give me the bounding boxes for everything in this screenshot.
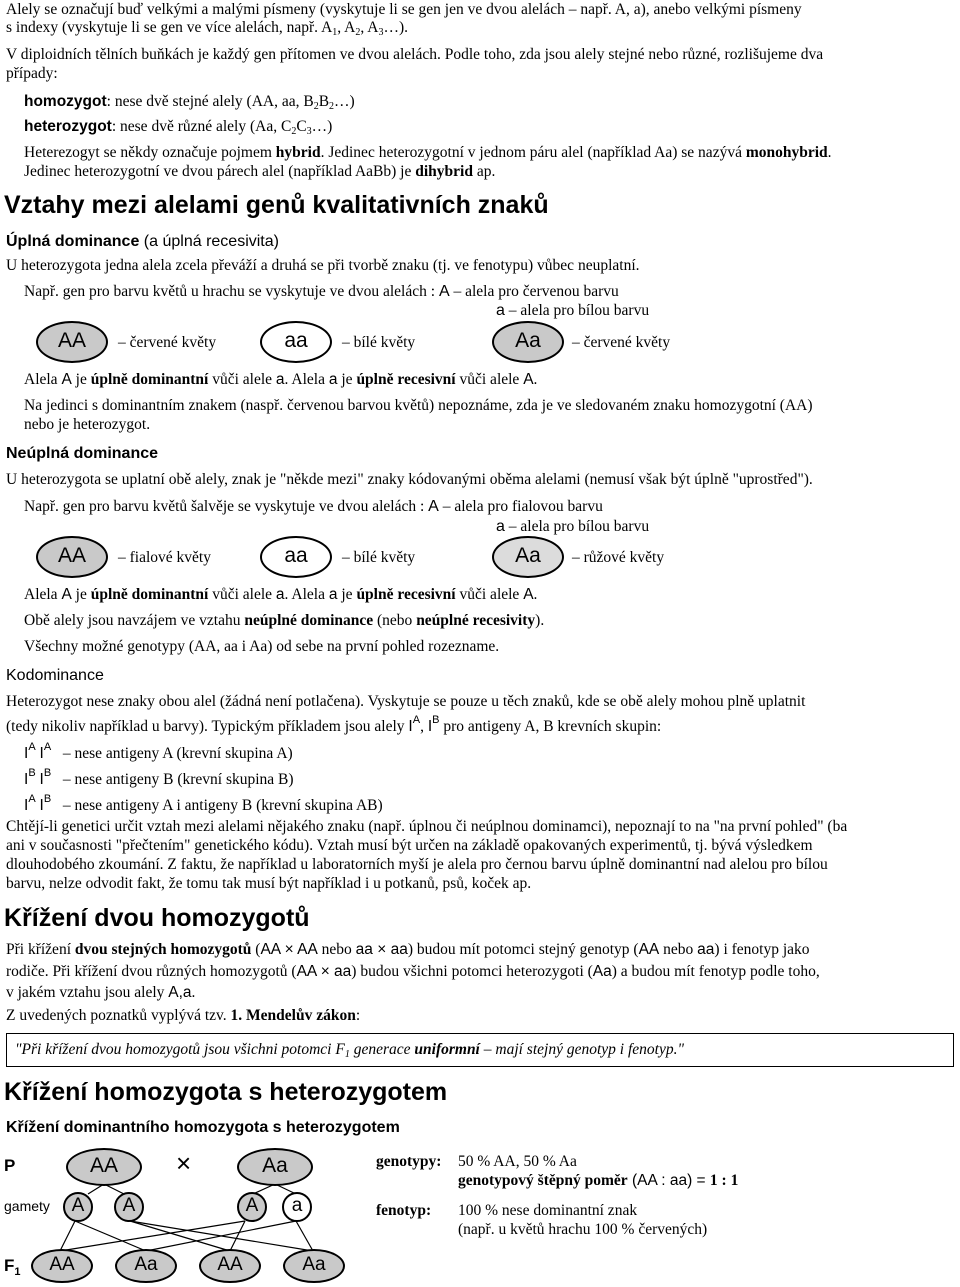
full-dominance-title: Úplná dominance (a úplná recesivita) bbox=[6, 233, 279, 250]
parent-oval-AA: AA bbox=[66, 1148, 142, 1186]
full-dominance-note-2: nebo je heterozygot. bbox=[24, 416, 151, 433]
genotypy-label: genotypy: bbox=[376, 1153, 442, 1170]
codominance-desc-2: (tedy nikoliv například u barvy). Typickým příkladem jsou alely $I^A$, $I^B$ pro antigeny A, B krevních skupin: bbox=[6, 714, 662, 735]
homozygot-definition: homozygot: nese dvě stejné alely (AA, aa, $B_2B_2\dots$) bbox=[24, 93, 355, 112]
hybrid-line: Heterezogyt se někdy označuje pojmem hybrid. Jedinec heterozygotní v jednom páru alel (například Aa) se nazývá monohybrid. bbox=[24, 144, 832, 161]
partial-all-genotypes: Všechny možné genotypy (AA, aa i Aa) od sebe na první pohled rozezname. bbox=[24, 638, 500, 655]
partial-both-alleles: Obě alely jsou navzájem ve vztahu neúplné dominance (nebo neúplné recesivity). bbox=[24, 612, 545, 629]
fenotyp-label: fenotyp: bbox=[376, 1202, 432, 1219]
codominance-title: Kodominance bbox=[6, 667, 104, 684]
row-label-gamety: gamety bbox=[4, 1198, 50, 1214]
genotype-oval-aa: aa bbox=[260, 321, 332, 363]
fenotyp-value-2: (např. u květů hrachu 100 % červených) bbox=[458, 1221, 708, 1238]
section-title-homo-hetero-cross: Křížení homozygota s heterozygotem bbox=[4, 1078, 448, 1106]
paragraph-line-3: dlouhodobého zkoumání. Z faktu, že například u laboratorních myší je alela pro černou barvu úplně dominantní nad alelou pro bílou bbox=[6, 856, 828, 873]
genotypy-value: 50 % AA, 50 % Aa bbox=[458, 1153, 577, 1170]
paragraph-line-1: Chtějí-li genetici určit vztah mezi alelami nějakého znaku (např. úplnou či neúplnou dominamci), nepoznají to na "na první pohled" (ba bbox=[6, 818, 848, 835]
full-dominance-example: Např. gen pro barvu květů u hrachu se vyskytuje ve dvou alelách : A – alela pro červenou barvu bbox=[24, 283, 619, 300]
split-ratio: genotypový štěpný poměr (AA : aa) = 1 : 1 bbox=[458, 1172, 739, 1189]
homozygote-line-1: Při křížení dvou stejných homozygotů (AA × AA nebo aa × aa) budou mít potomci stejný genotyp (AA nebo aa) i fenotyp jako bbox=[6, 941, 810, 958]
heterozygot-definition: heterozygot: nese dvě různé alely (Aa, $C_2C_3\dots$) bbox=[24, 118, 333, 137]
genotype-oval-AA: AA bbox=[36, 321, 108, 363]
dominant-homozygote-subtitle: Křížení dominantního homozygota s heterozygotem bbox=[6, 1119, 400, 1136]
parent-oval-Aa: Aa bbox=[237, 1148, 313, 1186]
section-title-homozygote-cross: Křížení dvou homozygotů bbox=[4, 904, 310, 932]
offspring-oval-Aa-2: Aa bbox=[283, 1249, 345, 1283]
full-dominance-example-recessive: a – alela pro bílou barvu bbox=[496, 302, 650, 319]
paragraph-line-2: ani v současnosti "přečtením" genetického kódu). Vztah musí být určen na základě opakovaných experimentů, tj. bývá výsledkem bbox=[6, 837, 813, 854]
partial-dominance-title: Neúplná dominance bbox=[6, 445, 159, 462]
codominance-desc-1: Heterozygot nese znaky obou alel (žádná není potlačena). Vyskytuje se pouze u těch znaků, kde se obě alely mohou plně uplatnit bbox=[6, 693, 806, 710]
homozygote-line-3: v jakém vztahu jsou alely A,a. bbox=[6, 984, 196, 1001]
row-label-F1: $F_1$ bbox=[4, 1256, 21, 1278]
full-dominance-note-1: Na jedinci s dominantním znakem (naspř. červenou barvou květů) nepoznáme, zda je ve sledovaném znaku homozygotní (AA) bbox=[24, 397, 813, 414]
partial-dominance-example-recessive: a – alela pro bílou barvu bbox=[496, 518, 650, 535]
full-dominance-relation: Alela A je úplně dominantní vůči alele a. Alela a je úplně recesivní vůči alele A. bbox=[24, 371, 538, 388]
offspring-oval-AA-2: AA bbox=[199, 1249, 261, 1283]
intro-line-3: V diploidních tělních buňkách je každý gen přítomen ve dvou alelách. Podle toho, zda jsou alely stejné nebo různé, rozlišujeme dva bbox=[6, 46, 824, 63]
homozygote-line-4: Z uvedených poznatků vyplývá tzv. 1. Mendelův zákon: bbox=[6, 1007, 361, 1024]
blood-group-row-AB: $I^A$ $I^B$ – nese antigeny A i antigeny B (krevní skupina AB) bbox=[24, 793, 383, 814]
mendel-law-box: "Při křížení dvou homozygotů jsou všichni potomci $F_1$ generace uniformní – mají stejný genotyp i fenotyp." bbox=[6, 1033, 954, 1067]
partial-dominance-desc: U heterozygota se uplatní obě alely, znak je "někde mezi" znaky kódovanými oběma alelami (nemusí však být úplně "uprostřed"). bbox=[6, 471, 813, 488]
intro-line-2: s indexy (vyskytuje li se gen ve více alelách, např. $A_1$, $A_2$, $A_3\dots$). bbox=[6, 19, 408, 38]
genotype-text-AA: – červené květy bbox=[118, 334, 217, 351]
gamete-oval-A-2: A bbox=[114, 1192, 144, 1222]
partial-genotype-text-aa: – bílé květy bbox=[342, 549, 416, 566]
dihybrid-line: Jedinec heterozygotní ve dvou párech alel (například AaBb) je dihybrid ap. bbox=[24, 163, 496, 180]
partial-genotype-oval-aa: aa bbox=[260, 536, 332, 578]
partial-genotype-oval-AA: AA bbox=[36, 536, 108, 578]
genotype-text-aa: – bílé květy bbox=[342, 334, 416, 351]
gamete-oval-a: a bbox=[282, 1192, 312, 1222]
partial-genotype-oval-Aa: Aa bbox=[492, 536, 564, 578]
partial-genotype-text-AA: – fialové květy bbox=[118, 549, 211, 566]
full-dominance-desc: U heterozygota jedna alela zcela převáží a druhá se při tvorbě znaku (tj. ve fenotypu) vůbec neuplatní. bbox=[6, 257, 640, 274]
blood-group-row-A: $I^A$ $I^A$ – nese antigeny A (krevní skupina A) bbox=[24, 741, 293, 762]
offspring-oval-AA-1: AA bbox=[31, 1249, 93, 1283]
offspring-oval-Aa-1: Aa bbox=[115, 1249, 177, 1283]
blood-group-row-B: $I^B$ $I^B$ – nese antigeny B (krevní skupina B) bbox=[24, 767, 294, 788]
genotype-oval-Aa: Aa bbox=[492, 321, 564, 363]
intro-line-4: případy: bbox=[6, 65, 58, 82]
intro-line-1: Alely se označují buď velkými a malými písmeny (vyskytuje li se gen jen ve dvou alelách – např. A, a), anebo velkými písmeny bbox=[6, 1, 802, 18]
cross-sign: × bbox=[176, 1148, 192, 1178]
homozygote-line-2: rodiče. Při křížení dvou různých homozygotů (AA × aa) budou všichni potomci heterozygoti (Aa) a budou mít fenotyp podle toho, bbox=[6, 963, 820, 980]
gamete-oval-A-3: A bbox=[237, 1192, 267, 1222]
paragraph-line-4: barvu, nelze odvodit fakt, že tomu tak musí být například i u potkanů, psů, koček ap. bbox=[6, 875, 532, 892]
gamete-oval-A-1: A bbox=[63, 1192, 93, 1222]
row-label-P: P bbox=[4, 1156, 16, 1175]
partial-dominance-example: Např. gen pro barvu květů šalvěje se vyskytuje ve dvou alelách : A – alela pro fialovou barvu bbox=[24, 498, 603, 515]
section-title-allele-relations: Vztahy mezi alelami genů kvalitativních znaků bbox=[4, 191, 549, 219]
fenotyp-value-1: 100 % nese dominantní znak bbox=[458, 1202, 638, 1219]
partial-genotype-text-Aa: – růžové květy bbox=[572, 549, 665, 566]
partial-dominance-relation: Alela A je úplně dominantní vůči alele a. Alela a je úplně recesivní vůči alele A. bbox=[24, 586, 538, 603]
genotype-text-Aa: – červené květy bbox=[572, 334, 671, 351]
